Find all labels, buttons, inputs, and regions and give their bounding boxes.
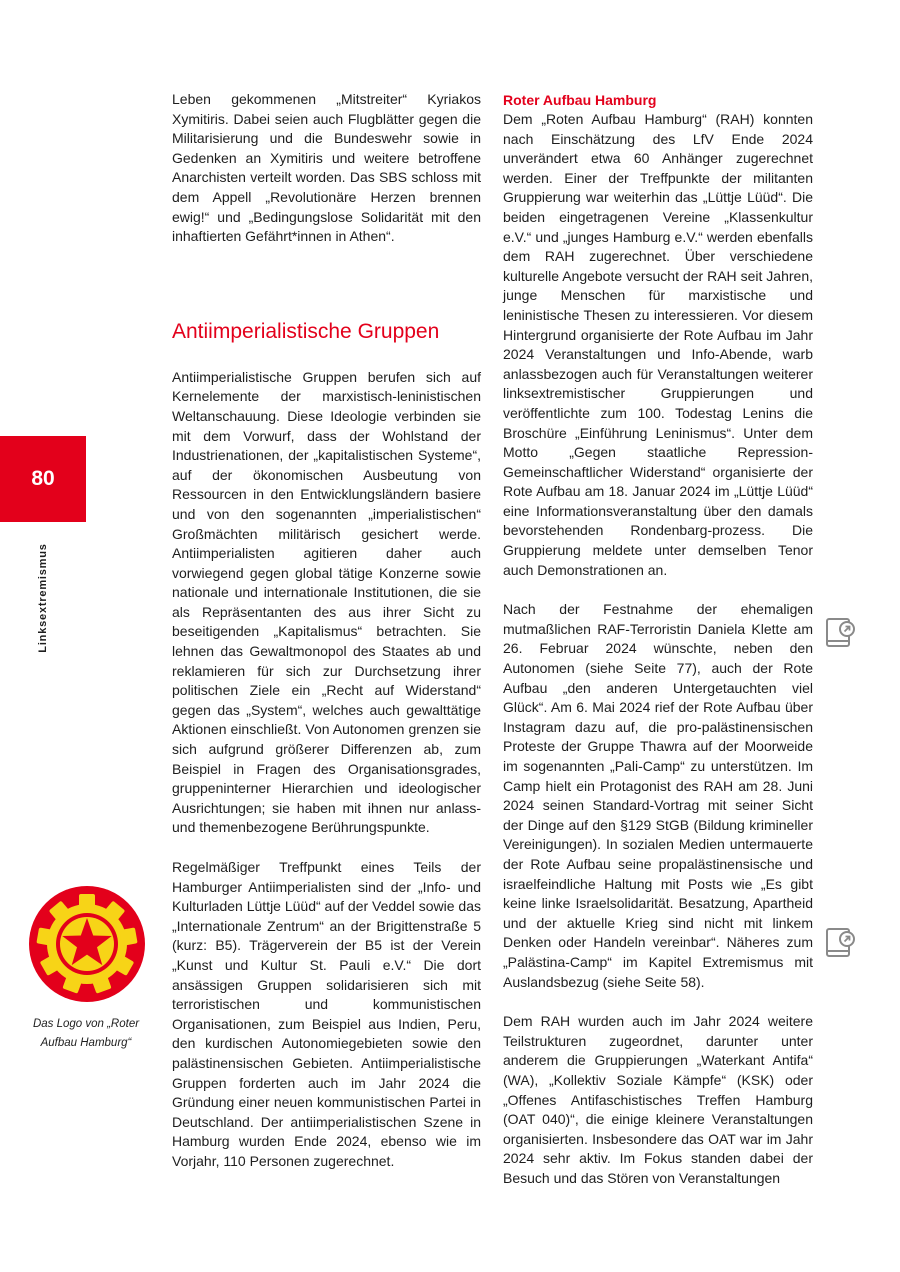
book-reference-icon[interactable] [824, 926, 858, 960]
section-heading: Antiimperialistische Gruppen [172, 319, 440, 343]
book-reference-icon[interactable] [824, 616, 858, 650]
left-column [172, 90, 481, 1172]
page-number-tab [0, 436, 86, 522]
paragraph: Regelmäßiger Treffpunkt eines Teils der Hamburger Antiimperialisten sind der „Info- und Kulturladen Lüttje Lüüd“ auf der Veddel sowie das „Internationale Zentrum“ an der Brigittenstraße 5 (kurz: B5). Trägerverein der B5 ist der Verein „Kunst und Kultur St. Pauli e.V.“ Die dort ansässigen Gruppen solidarisieren sich mit terroristischen und kommunistischen Organisationen, zum Beispiel aus Indien, Peru, den kurdischen Autonomiegebieten sowie den palästinensischen Gebieten. Antiimperialistische Gruppen forderten auch im Jahr 2024 die Gründung einer neuen kommunistischen Partei in Deutschland. Der antiimperialistischen Szene in Hamburg wurden Ende 2024, ebenso wie im Vorjahr, 110 Personen zugerechnet. [172, 859, 481, 1169]
roter-aufbau-logo [27, 884, 147, 1004]
page-number: 80 [31, 467, 55, 490]
paragraph: Dem „Roten Aufbau Hamburg“ (RAH) konnten nach Einschätzung des LfV Ende 2024 unverändert etwa 60 Anhänger zugerechnet werden. Einer der Treffpunkte der militanten Gruppierung war weiterhin das „Lüttje Lüüd“. Die beiden eingetragenen Vereine „Klassenkultur e.V.“ und „junges Hamburg e.V.“ werden ebenfalls dem RAH zugerechnet. Über verschiedene kulturelle Angebote versucht der RAH seit Jahren, junge Menschen für marxistische und leninistische Thesen zu interessieren. Vor diesem Hintergrund organisierte der Rote Aufbau im Jahr 2024 Veranstaltungen und Info-Abende, warb anlassbezogen auch für Veranstaltungen weiterer linksextremistischer Gruppierungen und veröffentlichte zum 100. Todestag Lenins die Broschüre „Einführung Leninismus“. Unter dem Motto „Gegen staatliche Repression-Gemeinschaftlicher Widerstand“ organisierte der Rote Aufbau am 18. Januar 2024 im „Lüttje Lüüd“ eine Informationsveranstaltung über den damals bevorstehenden Rondenbarg-prozess. Die Gruppierung meldete unter demselben Tenor auch Demonstrationen an. [503, 111, 813, 578]
intro-paragraph: Leben gekommenen „Mitstreiter“ Kyriakos Xymitiris. Dabei seien auch Flugblätter gegen die Militarisierung und die Bundeswehr sowie in Gedenken an Xymitiris und weitere betroffene Anarchisten verteilt worden. Das SBS schloss mit dem Appell „Revolutionäre Herzen brennen ewig!“ und „Bedingungslose Solidarität mit den inhaftierten Gefährt*innen in Athen“. [172, 91, 481, 245]
right-column [503, 90, 813, 1188]
logo-caption: Das Logo von „Roter Aufbau Hamburg“ [32, 1018, 140, 1049]
section-side-label: Linksextremismus [37, 543, 49, 653]
paragraph: Nach der Festnahme der ehemaligen mutmaßlichen RAF-Terroristin Daniela Klette am 26. Februar 2024 wünschte, neben den Autonomen (siehe Seite 77), auch der Rote Aufbau „den anderen Untergetauchten viel Glück“. Am 6. Mai 2024 rief der Rote Aufbau über Instagram dazu auf, die pro-palästinensischen Proteste der Gruppe Thawra auf der Moorweide im sogenannten „Pali-Camp“ zu unterstützen. Im Camp hielt ein Protagonist des RAH am 28. Juni 2024 seinen Standard-Vortrag mit seiner Sicht der Dinge auf den §129 StGB (Bildung krimineller Vereinigungen). In sozialen Medien untermauerte der Rote Aufbau seine propalästinensische und israelfeindliche Haltung mit Posts wie „Es gibt keine linke Israelsolidarität. Besatzung, Apartheid und der aktuelle Krieg sind nicht mit linkem Denken oder Handeln vereinbar“. Näheres zum „Palästina-Camp“ im Kapitel Extremismus mit Auslandsbezug (siehe Seite 58). [503, 601, 813, 990]
paragraph: Antiimperialistische Gruppen berufen sich auf Kernelemente der marxistisch-leninistischen Weltanschauung. Diese Ideologie verbinden sie mit dem Vorwurf, dass der Wohlstand der Industrienationen, der „kapitalistischen Systeme“, auf der ökonomischen Ausbeutung von Ressourcen in den Entwicklungsländern basiere und von den sogenannten „imperialistischen“ Großmächten militärisch gesichert werde. Antiimperialisten agitieren daher auch vorwiegend gegen global tätige Konzerne sowie nationale und internationale Institutionen, die sie als Repräsentanten des aus ihrer Sicht zu beseitigenden „Kapitalismus“ betrachten. Sie lehnen das Gewaltmonopol des Staates ab und reklamieren für sich zur Durchsetzung ihrer politischen Ziele ein „Recht auf Widerstand“ gegen das „System“, welches auch gewalttätige Aktionen einschließt. Von Autonomen grenzen sie sich aufgrund größerer Differenzen ab, zum Beispiel in Fragen des Organisationsgrades, gruppeninterner Hierarchien und ideologischer Ausrichtungen; sie haben mit ihnen nur anlass- und themenbezogene Berührungspunkte. [172, 368, 481, 836]
subheading: Roter Aufbau Hamburg [503, 92, 657, 108]
paragraph: Dem RAH wurden auch im Jahr 2024 weitere Teilstrukturen zugeordnet, darunter unter anderem die Gruppierungen „Waterkant Antifa“ (WA), „Kollektiv Soziale Kämpfe“ (KSK) oder „Offenes Antifaschistisches Treffen Hamburg (OAT 040)“, die einige kleinere Veranstaltungen organisierten. Insbesondere das OAT war im Jahr 2024 sehr aktiv. Im Fokus standen dabei der Besuch und das Stören von Veranstaltungen [503, 1013, 813, 1186]
